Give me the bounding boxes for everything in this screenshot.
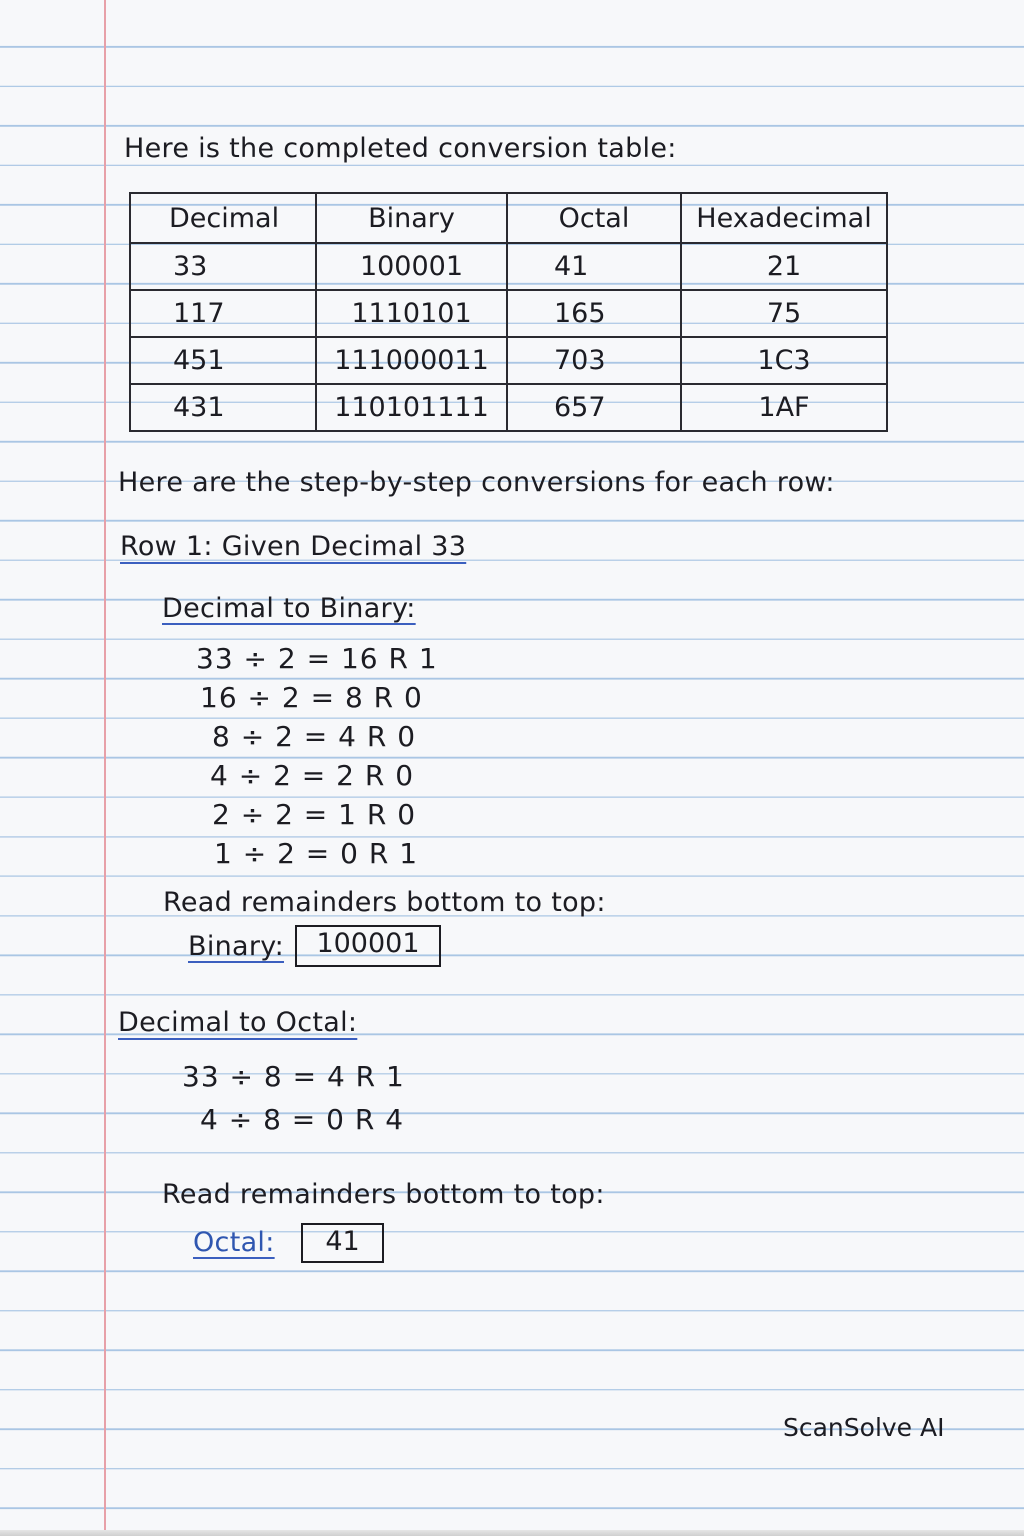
table-header-row <box>130 193 887 243</box>
row1-heading: Row 1: Given Decimal 33 <box>120 531 467 562</box>
octal-section-heading: Decimal to Octal: <box>118 1007 358 1038</box>
table-row <box>130 384 887 431</box>
binary-result-label: Binary: <box>188 931 284 962</box>
cell-octal: 703 <box>507 337 681 384</box>
octal-result-label: Octal: <box>193 1227 275 1258</box>
cell-binary: 110101111 <box>316 384 507 431</box>
cell-hexadecimal: 75 <box>681 290 887 337</box>
cell-hexadecimal: 21 <box>681 243 887 290</box>
binary-result-box: 100001 <box>295 925 441 967</box>
intro-text: Here is the completed conversion table: <box>124 133 677 164</box>
binary-read-note: Read remainders bottom to top: <box>163 887 606 918</box>
octal-result-box: 41 <box>301 1223 384 1263</box>
binary-step: 33 ÷ 2 = 16 R 1 <box>196 642 438 675</box>
cell-decimal: 117 <box>130 290 316 337</box>
cell-binary: 111000011 <box>316 337 507 384</box>
conversion-table <box>129 192 888 432</box>
binary-step: 1 ÷ 2 = 0 R 1 <box>214 837 419 870</box>
cell-decimal: 431 <box>130 384 316 431</box>
paper-bottom-edge <box>0 1530 1024 1536</box>
cell-octal: 165 <box>507 290 681 337</box>
cell-hexadecimal: 1AF <box>681 384 887 431</box>
octal-step: 4 ÷ 8 = 0 R 4 <box>200 1103 405 1136</box>
table-row <box>130 243 887 290</box>
header-hexadecimal: Hexadecimal <box>681 193 887 243</box>
header-binary: Binary <box>316 193 507 243</box>
octal-step: 33 ÷ 8 = 4 R 1 <box>182 1060 405 1093</box>
header-decimal: Decimal <box>130 193 316 243</box>
cell-binary: 1110101 <box>316 290 507 337</box>
scansolve-watermark: ScanSolve AI <box>783 1413 945 1442</box>
cell-decimal: 33 <box>130 243 316 290</box>
cell-binary: 100001 <box>316 243 507 290</box>
cell-octal: 657 <box>507 384 681 431</box>
binary-step: 4 ÷ 2 = 2 R 0 <box>210 759 415 792</box>
binary-step: 8 ÷ 2 = 4 R 0 <box>212 720 417 753</box>
steps-intro-text: Here are the step-by-step conversions for each row: <box>118 467 835 498</box>
cell-hexadecimal: 1C3 <box>681 337 887 384</box>
binary-section-heading: Decimal to Binary: <box>162 593 416 624</box>
binary-step: 16 ÷ 2 = 8 R 0 <box>200 681 423 714</box>
header-octal: Octal <box>507 193 681 243</box>
table-row <box>130 290 887 337</box>
table-row <box>130 337 887 384</box>
binary-step: 2 ÷ 2 = 1 R 0 <box>212 798 417 831</box>
cell-decimal: 451 <box>130 337 316 384</box>
notebook-margin-line <box>104 0 106 1536</box>
cell-octal: 41 <box>507 243 681 290</box>
octal-read-note: Read remainders bottom to top: <box>162 1179 605 1210</box>
